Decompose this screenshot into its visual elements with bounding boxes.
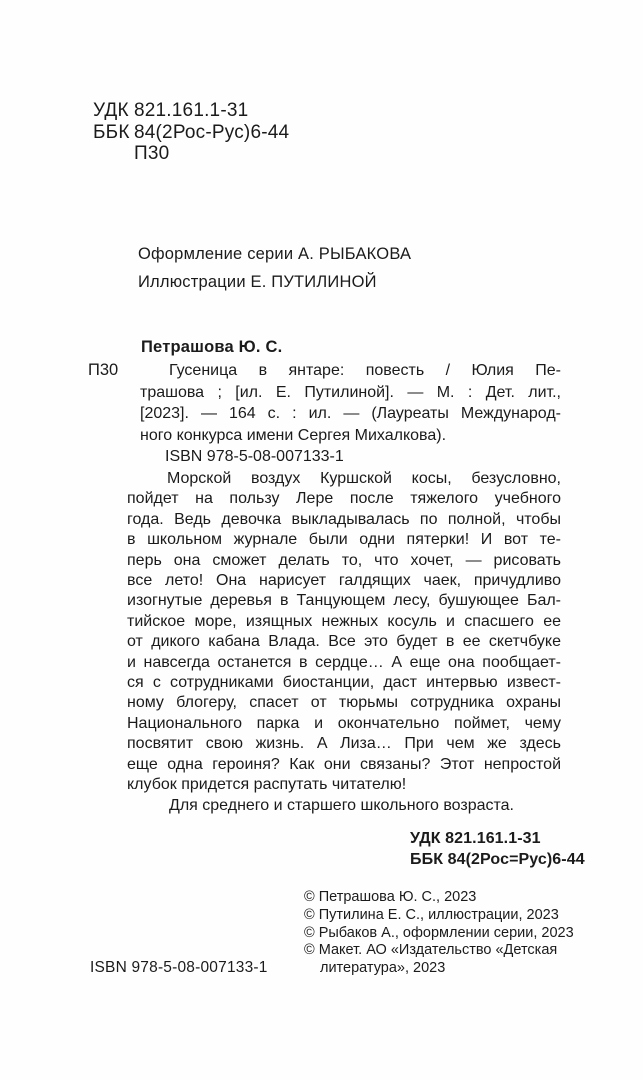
credits-block: [138, 240, 411, 296]
bbk-value: 84(2Рос-Рус)6-44: [134, 121, 290, 143]
author-sign-top: П30: [134, 143, 170, 164]
annotation-line: ся с сотрудниками биостанции, даст интервью извест-: [127, 674, 561, 692]
annotation: [127, 469, 561, 816]
udk-label: УДК: [93, 100, 129, 121]
copyright-series-designer: © Рыбаков А., оформлении серии, 2023: [304, 924, 574, 941]
isbn-bottom: ISBN 978-5-08-007133-1: [90, 959, 268, 976]
annotation-line: в школьном журнале были одни пятерки! И вот те-: [127, 531, 561, 549]
catalog-line: Гусеница в янтаре: повесть / Юлия Пе-: [169, 362, 561, 379]
annotation-line: посвятит свою жизнь. А Лиза… При чем же здесь: [127, 735, 561, 753]
udk-value: 821.161.1-31: [134, 100, 249, 121]
annotation-line: перь она сможет делать то, что хочет, — рисовать: [127, 551, 561, 569]
annotation-line: Морской воздух Куршской косы, безусловно,: [167, 470, 561, 487]
annotation-audience-line: Для среднего и старшего школьного возраста.: [169, 796, 514, 814]
classification-bottom: [410, 829, 585, 870]
series-design-credit: Оформление серии А. РЫБАКОВА: [138, 245, 412, 263]
udk-top-row: [93, 100, 289, 122]
annotation-line: все лето! Она нарисует галдящих чаек, причудливо: [127, 572, 561, 590]
annotation-line: тийское море, изящных нежных косуль и спасшего ее: [127, 612, 561, 630]
catalog-description: [140, 360, 561, 468]
catalog-line: ного конкурса имени Сергея Михалкова).: [140, 426, 447, 444]
catalog-line: трашова ; [ил. Е. Путилиной]. — М. : Дет. лит.,: [140, 383, 561, 401]
author-sign-row: [93, 143, 289, 165]
copyright-illustrator: © Путилина Е. С., иллюстрации, 2023: [304, 906, 559, 923]
copyright-author: © Петрашова Ю. С., 2023: [304, 889, 477, 905]
annotation-line: еще одна героиня? Как они связаны? Этот непростой: [127, 755, 561, 773]
catalog-author-sign: П30: [88, 361, 119, 379]
annotation-line: и навсегда останется в сердце… А еще она пообщает-: [127, 653, 561, 671]
annotation-line: года. Ведь девочка выкладывалась по полной, чтобы: [127, 510, 561, 528]
catalog-line: [2023]. — 164 с. : ил. — (Лауреаты Международ-: [140, 405, 561, 423]
classification-top: [93, 100, 289, 165]
annotation-line: от дикого кабана Влада. Все это будет в ее скетчбуке: [127, 633, 561, 651]
catalog-isbn-line: ISBN 978-5-08-007133-1: [165, 448, 344, 466]
annotation-line: клубок придется распутать читателю!: [127, 776, 407, 794]
copyright-publisher: © Макет. АО «Издательство «Детская литература», 2023: [304, 942, 558, 977]
bbk-top-row: [93, 122, 289, 144]
udk-bottom: УДК 821.161.1-31: [410, 830, 541, 847]
illustrations-credit: Иллюстрации Е. ПУТИЛИНОЙ: [138, 273, 377, 291]
annotation-line: изогнутые деревья в Танцующем лесу, бушующее Бал-: [127, 592, 561, 610]
annotation-line: ному блогеру, спасет от тюрьмы сотрудника охраны: [127, 694, 561, 712]
author-sign-spacer: [93, 143, 134, 165]
bbk-bottom: ББК 84(2Рос=Рус)6-44: [410, 850, 585, 868]
bbk-label: ББК: [93, 121, 130, 143]
catalog-author: Петрашова Ю. С.: [141, 338, 283, 356]
annotation-line: Национального парка и окончательно поймет, чему: [127, 714, 561, 732]
annotation-line: пойдет на пользу Лере после тяжелого учебного: [127, 490, 561, 508]
copyright-block: [304, 889, 576, 978]
